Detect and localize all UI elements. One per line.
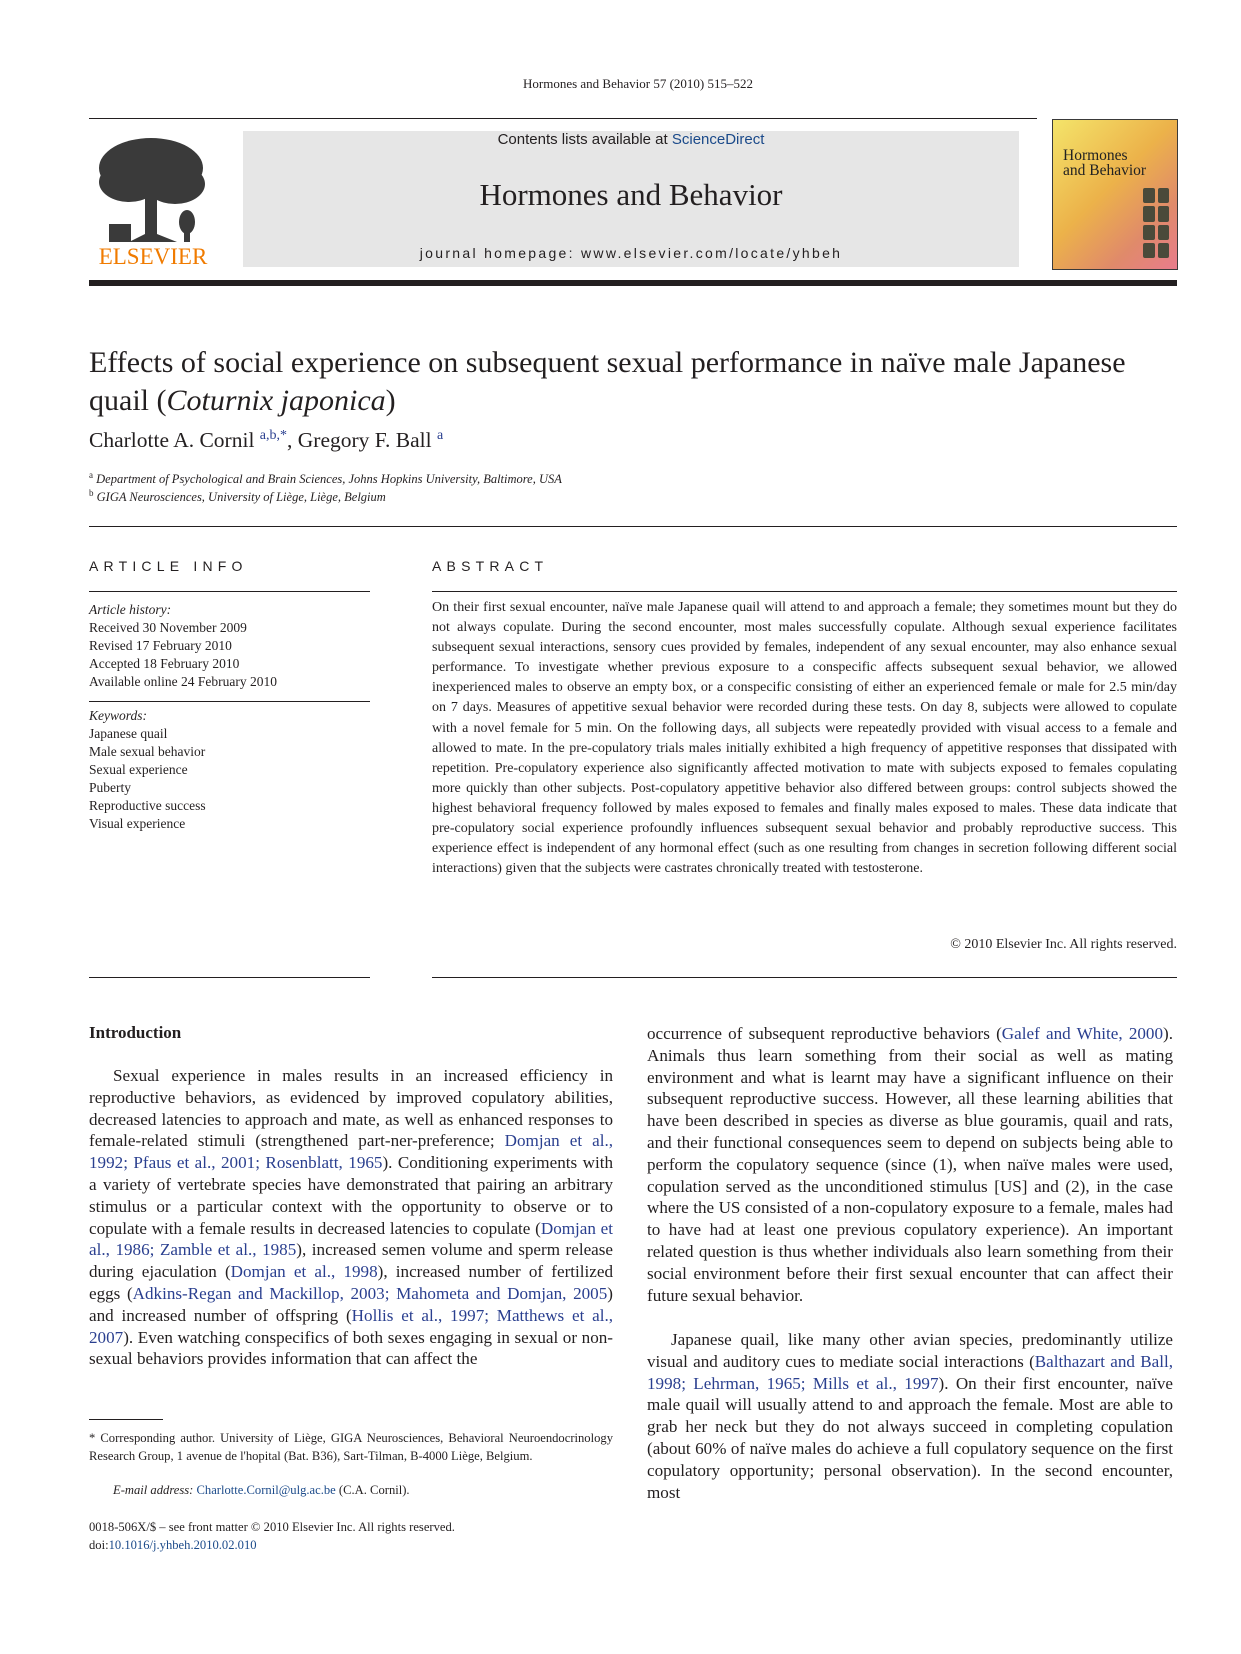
body-text-run: ). Animals thus learn something from their social as well as mating environment and what is learnt may have a significant influence on their subsequent reproductive success. However, all these learning abilities that have been described in species as diverse as blue gouramis, quail and rats, and their functional consequences seem to depend on subjects being able to perform the copulatory sequence (since (1), when naïve males were used, copulation served as the unconditioned stimulus [US] and (2), in the case where the US consisted of a non-copulatory exposure to a female, males had to have had at least one previous copulatory experience). An important related question is thus whether individuals also learn something from their social environment before their first sexual encounter that can affect their future sexual behavior. bbox=[647, 1024, 1173, 1305]
body-text-run: ), increased semen volume and sperm release during ejaculation ( bbox=[89, 1240, 613, 1282]
history-online: Available online 24 February 2010 bbox=[89, 674, 277, 689]
journal-name: Hormones and Behavior bbox=[479, 177, 783, 212]
author1-affil-marker[interactable]: a,b,* bbox=[259, 428, 288, 443]
author-ball: Gregory F. Ball bbox=[297, 428, 432, 453]
keyword: Visual experience bbox=[89, 816, 186, 831]
body-text-run: Japanese quail, like many other avian species, predominantly utilize visual and auditory cues to mediate social interactions ( bbox=[647, 1330, 1173, 1371]
author2-affil-marker[interactable]: a bbox=[436, 428, 444, 443]
body-text-run: Sexual experience in males results in an increased efficiency in reproductive behaviors, as evidenced by improved copulatory abilities, decreased latencies to approach and mate, as well as enhanced responses to female-related stimuli (strengthened part-ner-preference; bbox=[89, 1066, 613, 1151]
intro-paragraph-1-continued bbox=[647, 1023, 1173, 1306]
email-line: E-mail address: Charlotte.Cornil@ulg.ac.be (C.A. Cornil). bbox=[113, 1483, 410, 1497]
contents-prefix: Contents lists available at bbox=[497, 131, 668, 148]
abstract-label: ABSTRACT bbox=[432, 558, 549, 574]
author-cornil: Charlotte A. Cornil bbox=[89, 428, 255, 453]
header-rule-bottom bbox=[89, 280, 1177, 286]
citation-link[interactable]: Galef and White, 2000 bbox=[1001, 1024, 1164, 1043]
citation-link[interactable]: Adkins-Regan and Mackillop, 2003; Mahometa and Domjan, 2005 bbox=[132, 1283, 608, 1303]
keyword: Reproductive success bbox=[89, 798, 206, 813]
doi-link[interactable]: 10.1016/j.yhbeh.2010.02.010 bbox=[108, 1538, 257, 1552]
abstract-rule bbox=[432, 591, 1177, 592]
citation-link[interactable]: Domjan et al., 1998 bbox=[230, 1262, 378, 1282]
body-text-run: ). Even watching conspecifics of both sexes engaging in sexual or non-sexual behaviors provides information that can affect the bbox=[89, 1327, 613, 1369]
cover-image-grid bbox=[1143, 188, 1169, 258]
article-info-bottom-rule bbox=[89, 977, 370, 978]
cover-title bbox=[1063, 148, 1146, 178]
journal-banner bbox=[243, 131, 1019, 267]
body-text-run: ) and increased number of offspring ( bbox=[89, 1283, 613, 1325]
citation-link[interactable]: Domjan et al., 1986; Zamble et al., 1985 bbox=[89, 1218, 613, 1260]
keyword: Sexual experience bbox=[89, 762, 188, 777]
elsevier-logo[interactable] bbox=[89, 130, 217, 270]
authors: Charlotte A. Cornil $^{a,b,*}$, Gregory F. Ball $^a$ bbox=[89, 428, 444, 453]
abstract-copyright: © 2010 Elsevier Inc. All rights reserved. bbox=[950, 937, 1177, 952]
journal-homepage-link[interactable]: journal homepage: www.elsevier.com/locate/yhbeh bbox=[419, 245, 843, 261]
keyword: Male sexual behavior bbox=[89, 744, 206, 759]
abstract-bottom-rule bbox=[432, 977, 1177, 978]
history-heading: Article history: bbox=[89, 602, 172, 617]
body-text-run: ). On their first encounter, naïve male quail will usually attend to and approach the female. Most are able to grab her neck but they do not always succeed in completing copulation (about 60% of naïve males do achieve a full copulatory sequence on the first copulatory opportunity; personal observation). In the second encounter, most bbox=[647, 1373, 1173, 1502]
cover-title-line1: Hormones bbox=[1063, 147, 1128, 164]
article-info-rule bbox=[89, 591, 370, 592]
publisher-name: ELSEVIER bbox=[98, 244, 208, 269]
species-name: Coturnix japonica bbox=[166, 384, 386, 417]
email-label: E-mail address: bbox=[113, 1483, 194, 1497]
email-link[interactable]: Charlotte.Cornil@ulg.ac.be bbox=[196, 1483, 336, 1497]
cover-title-line2: and Behavior bbox=[1063, 162, 1147, 179]
header-rule-top bbox=[89, 118, 1037, 119]
citation-link[interactable]: Hollis et al., 1997; Matthews et al., 2007 bbox=[89, 1305, 613, 1347]
keywords-rule bbox=[89, 701, 370, 702]
history-accepted: Accepted 18 February 2010 bbox=[89, 656, 240, 671]
article-title: Effects of social experience on subsequent sexual performance in naïve male Japanese quail (Coturnix japonica) bbox=[89, 346, 1126, 417]
corresponding-author-footnote: * Corresponding author. University of Liège, GIGA Neurosciences, Behavioral Neuroendocrinology Research Group, 1 avenue de l'hopital (Bat. B36), Sart-Tilman, B-4000 Liège, Belgium. bbox=[89, 1431, 613, 1463]
affiliation-b: $^b$ GIGA Neurosciences, University of Liège, Liège, Belgium bbox=[89, 488, 386, 505]
front-matter-line: 0018-506X/$ – see front matter © 2010 Elsevier Inc. All rights reserved. bbox=[89, 1520, 455, 1534]
intro-heading: Introduction bbox=[89, 1023, 182, 1042]
article-info-label: ARTICLE INFO bbox=[89, 558, 248, 574]
footnote-rule bbox=[89, 1419, 163, 1420]
body-text-run: occurrence of subsequent reproductive behaviors ( bbox=[647, 1024, 1002, 1043]
history-received: Received 30 November 2009 bbox=[89, 620, 247, 635]
history-revised: Revised 17 February 2010 bbox=[89, 638, 232, 653]
rule-mid bbox=[89, 526, 1177, 527]
keyword: Puberty bbox=[89, 780, 131, 795]
citation-link[interactable]: Balthazart and Ball, 1998; Lehrman, 1965; Mills et al., 1997 bbox=[647, 1351, 1173, 1393]
citation-link[interactable]: Domjan et al., 1992; Pfaus et al., 2001; Rosenblatt, 1965 bbox=[89, 1131, 613, 1173]
sciencedirect-link[interactable]: ScienceDirect bbox=[671, 131, 765, 148]
corresponding-star[interactable]: * bbox=[280, 428, 288, 443]
intro-paragraph-1 bbox=[89, 1065, 613, 1370]
elsevier-tree-icon bbox=[89, 130, 217, 270]
intro-paragraph-2 bbox=[647, 1329, 1173, 1503]
journal-cover-thumbnail[interactable] bbox=[1052, 119, 1178, 270]
abstract-text: On their first sexual encounter, naïve male Japanese quail will attend to and approach a female; they sometimes mount but they do not always copulate. During the second encounter, most males successfully copulate. Although sexual experience facilitates subsequent sexual interactions, sensory cues provided by females, independent of any sexual encounter, may also enhance sexual performance. To investigate whether previous exposure to a conspecific affects subsequent sexual behavior, we allowed inexperienced males to observe an empty box, or a conspecific consisting of either an experienced female or male for 2.5 min/day on 7 days. Measures of appetitive sexual behavior were recorded during these tests. On day 8, subjects were allowed to copulate with a novel female for 5 min. On the following days, all subjects were repeatedly provided with visual access to a female and allowed to mate. In the pre-copulatory trials males initially exhibited a high frequency of appetitive responses that dissipated with repetition. Pre-copulatory experience also significantly affected motivation to mate with subjects exposed to females copulating more quickly than other subjects. Post-copulatory appetitive behavior also differed between groups: control subjects showed the highest behavioral frequency followed by males exposed to females and finally males exposed to males. These data indicate that pre-copulatory social experience profoundly influences subsequent sexual behavior and probably reproductive success. This experience effect is independent of any hormonal effect (such as one resulting from changes in secretion following different social interactions) given that the subjects were castrates chronically treated with testosterone. bbox=[432, 600, 1177, 877]
doi-line: doi:10.1016/j.yhbeh.2010.02.010 bbox=[89, 1538, 257, 1552]
body-text-run: ), increased number of fertilized eggs ( bbox=[89, 1262, 613, 1303]
keywords-heading: Keywords: bbox=[89, 708, 147, 723]
affiliation-a: $^a$ Department of Psychological and Brain Sciences, Johns Hopkins University, Baltimore, USA bbox=[89, 470, 562, 487]
keyword: Japanese quail bbox=[89, 726, 168, 741]
running-head: Hormones and Behavior 57 (2010) 515–522 bbox=[523, 76, 753, 91]
body-text-run: ). Conditioning experiments with a variety of vertebrate species have demonstrated that pairing an arbitrary stimulus or a particular context with the opportunity to observe or to copulate with a female results in decreased latencies to copulate ( bbox=[89, 1153, 613, 1238]
contents-line bbox=[243, 131, 1019, 148]
